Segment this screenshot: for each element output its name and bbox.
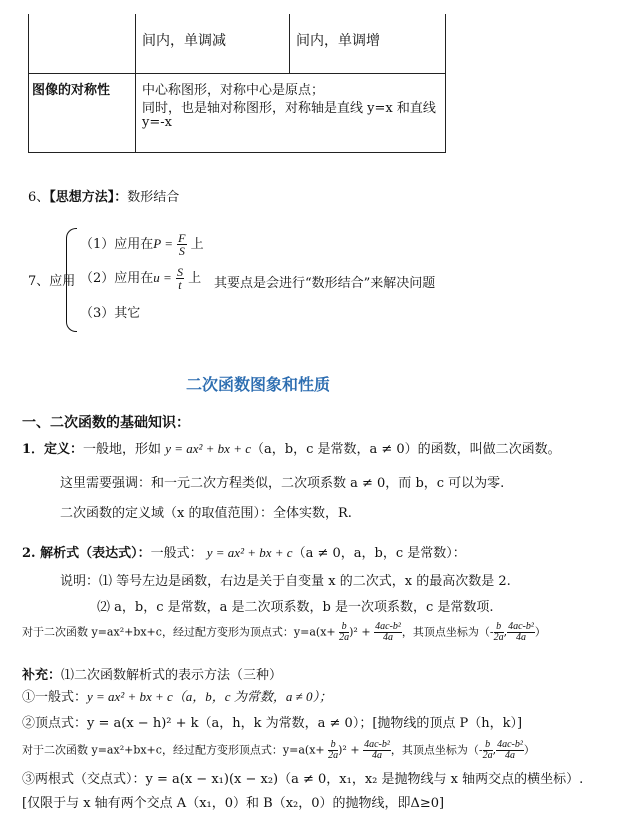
domain-note: 二次函数的定义域（x 的取值范围）：全体实数，R.: [60, 506, 352, 521]
table-text: 中心称图形，对称中心是原点；: [142, 83, 325, 98]
table-cell: [28, 14, 136, 74]
explanation-2: ⑵ a，b，c 是常数，a 是二次项系数，b 是一次项系数，c 是常数项.: [97, 600, 494, 615]
general-form: ①一般式：y = ax² + bx + c（a，b，c 为常数，a ≠ 0）；: [22, 689, 332, 705]
two-root-condition: [仅限于与 x 轴有两个交点 A（x₁，0）和 B（x₂，0）的抛物线，即Δ≥0]: [22, 796, 445, 811]
apply-item-1: （1）应用在P = $\frac{F}{S}$ 上: [80, 231, 204, 258]
definition: 1．定义：一般地，形如 y = ax² + bx + c（a，b，c 是常数，a ≠ 0）的函数，叫做二次函数。: [22, 441, 561, 457]
table-text: 间内，单调减: [142, 33, 226, 49]
apply-item-3: （3）其它: [80, 306, 141, 321]
section-6: 6、【思想方法】：数形结合: [28, 190, 180, 205]
section-7-label: 7、应用: [28, 274, 76, 289]
table-text: 间内，单调增: [296, 33, 380, 49]
section-heading: 二次函数图象和性质: [186, 375, 331, 394]
part-title: 一、二次函数的基础知识：: [22, 415, 190, 431]
vertex-form-1: 对于二次函数 y=ax²+bx+c，经过配方变形为顶点式：y=a(x+ $\frac{b}{2a}$ )² + $\frac{\text{4ac-b²}}{4a}$ ，其顶点坐标为（- $\frac{b}{2a}$ , $\frac{\text{4ac-b²}}{4a}$ ）: [22, 621, 546, 643]
analytic-expression: 2. 解析式（表达式）：一般式： y = ax² + bx + c（a ≠ 0，a，b，c 是常数）：: [22, 545, 466, 561]
vertex-form: ②顶点式：y = a(x − h)² + k（a，h，k 为常数，a ≠ 0）；[抛物线的顶点 P（h，k）]: [22, 716, 523, 731]
apply-note: 其要点是会进行“数形结合”来解决问题: [214, 276, 436, 291]
supplement: 补充：⑴二次函数解析式的表示方法（三种）: [22, 668, 283, 683]
table-text: 同时，也是轴对称图形，对称轴是直线 y=x 和直线: [142, 101, 436, 116]
table-row-label: 图像的对称性: [32, 83, 111, 98]
table-text: y=-x: [142, 115, 172, 130]
brace: [66, 228, 77, 332]
emphasis-note: 这里需要强调：和一元二次方程类似，二次项系数 a ≠ 0，而 b，c 可以为零.: [60, 476, 505, 491]
explanation-1: 说明：⑴ 等号左边是函数，右边是关于自变量 x 的二次式，x 的最高次数是 2.: [60, 574, 511, 589]
vertex-form-2: 对于二次函数 y=ax²+bx+c，经过配方变形顶点式：y=a(x+ $\frac{b}{2a}$ )² + $\frac{\text{4ac-b²}}{4a}$ ，其顶点坐标为（- $\frac{b}{2a}$ , $\frac{\text{4ac-b²}}{4a}$ ）: [22, 739, 535, 761]
two-root-form: ③两根式（交点式）：y = a(x − x₁)(x − x₂)（a ≠ 0，x₁，x₂ 是抛物线与 x 轴两交点的横坐标）.: [22, 772, 584, 787]
apply-item-2: （2）应用在u = $\frac{S}{t}$ 上: [80, 265, 202, 292]
